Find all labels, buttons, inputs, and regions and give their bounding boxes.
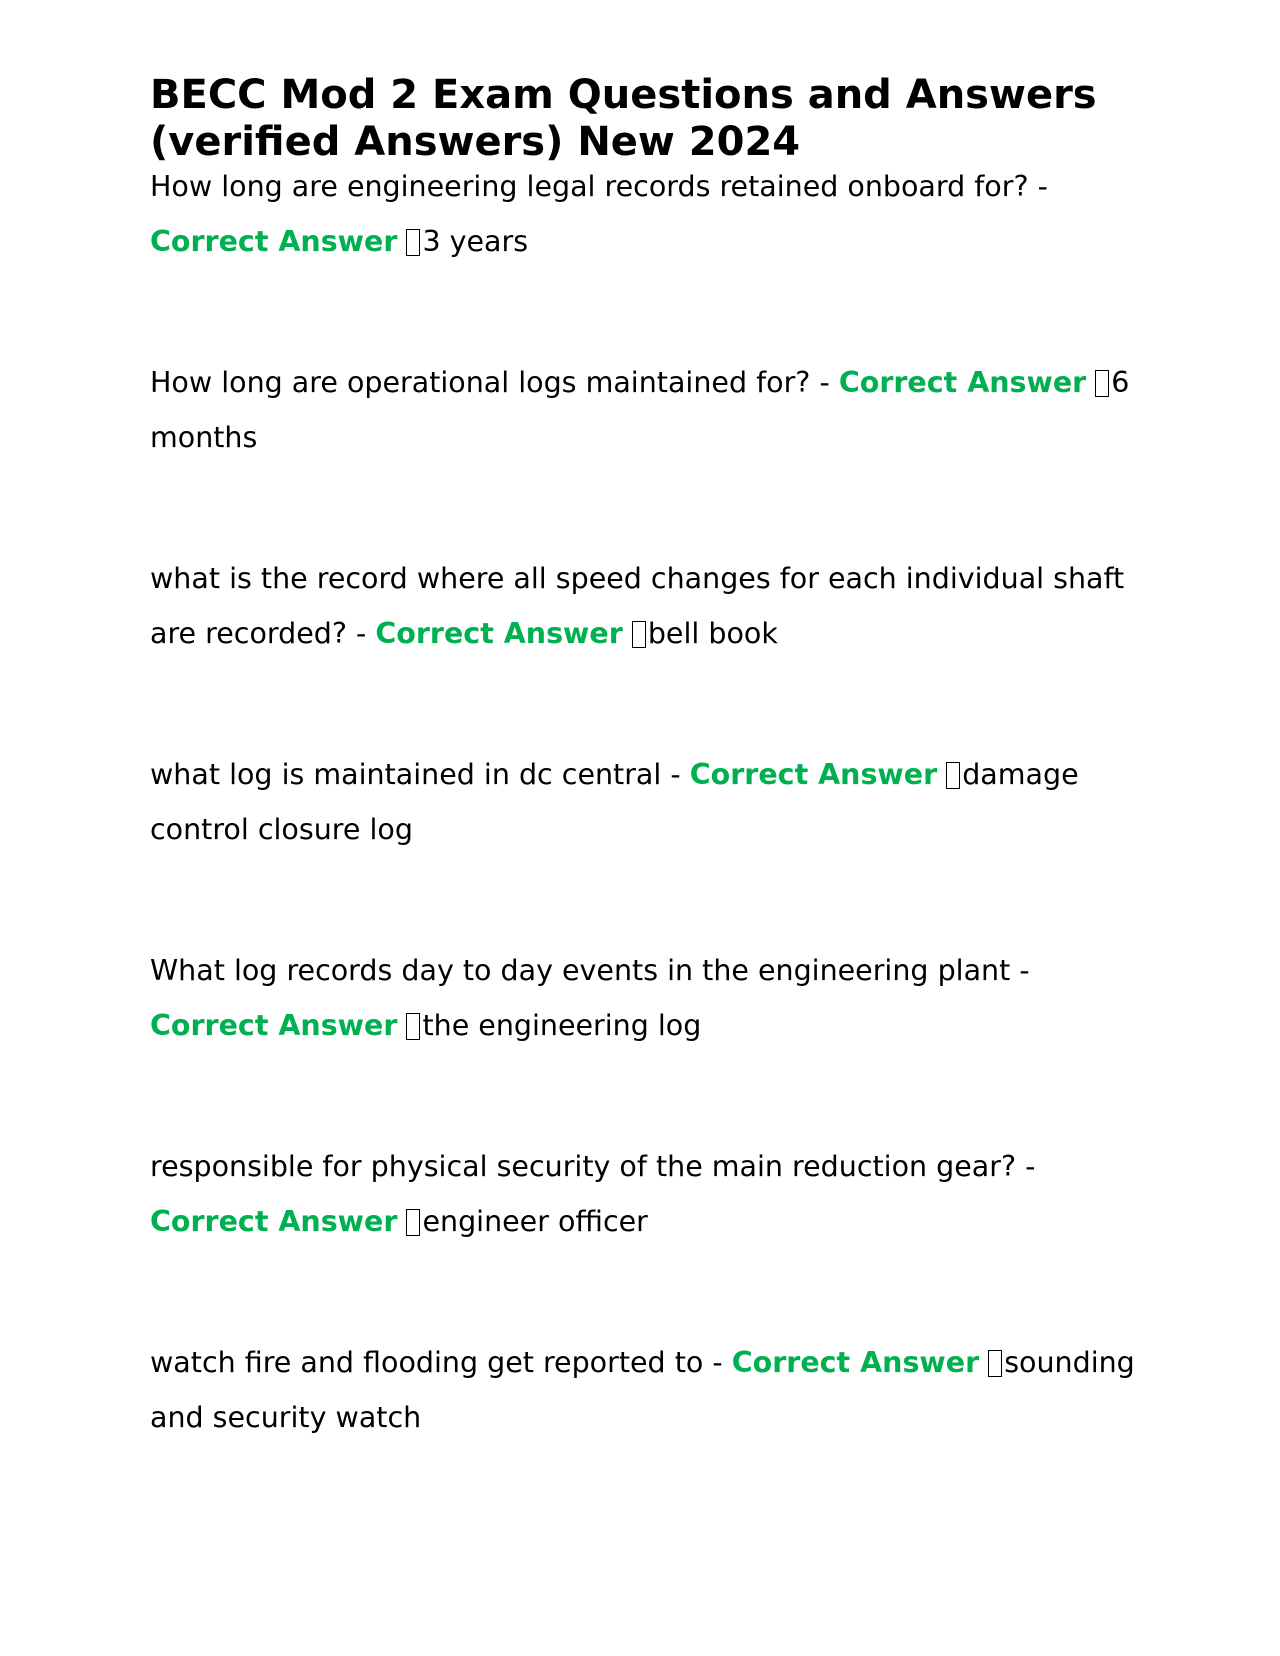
qa-item — [150, 944, 1135, 1053]
missing-glyph-icon — [632, 621, 646, 648]
separator: - — [810, 366, 839, 399]
qa-item — [150, 356, 1135, 465]
question-text: what is the record where all speed changes for each individual shaft are recorded? — [150, 562, 1125, 650]
correct-answer-label: Correct Answer — [689, 758, 938, 791]
correct-answer-label: Correct Answer — [150, 224, 398, 258]
qa-item — [150, 1140, 1135, 1249]
qa-item — [150, 1336, 1135, 1445]
correct-answer-label: Correct Answer — [838, 366, 1087, 399]
question-text: What log records day to day events in the engineering plant — [150, 954, 1011, 987]
answer-text: 6 months — [150, 366, 1130, 454]
separator: - — [346, 616, 376, 650]
correct-answer-label: Correct Answer — [731, 1346, 980, 1379]
separator: - — [661, 758, 690, 791]
question-text: How long are engineering legal records retained onboard for? — [150, 170, 1029, 203]
qa-item — [150, 160, 1135, 269]
separator: - — [703, 1346, 732, 1379]
answer-text: sounding and security watch — [150, 1346, 1135, 1434]
missing-glyph-icon — [406, 1209, 420, 1236]
correct-answer-label: Correct Answer — [150, 1204, 398, 1238]
missing-glyph-icon — [1095, 370, 1109, 397]
qa-item — [150, 552, 1135, 661]
qa-item — [150, 748, 1135, 857]
answer-text: 3 years — [422, 224, 529, 258]
answer-text: bell book — [647, 616, 778, 650]
missing-glyph-icon — [946, 762, 960, 789]
separator: - — [1016, 1150, 1036, 1183]
separator: - — [1028, 170, 1048, 203]
correct-answer-label: Correct Answer — [150, 1008, 398, 1042]
answer-text: damage control closure log — [150, 758, 1079, 846]
question-text: responsible for physical security of the main reduction gear? — [150, 1150, 1017, 1183]
missing-glyph-icon — [406, 229, 420, 256]
answer-text: engineer officer — [422, 1204, 648, 1238]
question-text: what log is maintained in dc central — [150, 758, 662, 791]
missing-glyph-icon — [988, 1350, 1002, 1377]
separator: - — [1010, 954, 1030, 987]
question-text: How long are operational logs maintained for? — [150, 366, 811, 399]
answer-text: the engineering log — [422, 1008, 702, 1042]
document-title: BECC Mod 2 Exam Questions and Answers (verified Answers) New 2024 — [150, 72, 1097, 165]
question-text: watch fire and flooding get reported to — [150, 1346, 704, 1379]
qa-list — [150, 160, 1135, 1445]
correct-answer-label: Correct Answer — [375, 616, 623, 650]
document-page — [150, 72, 1135, 1532]
missing-glyph-icon — [406, 1013, 420, 1040]
